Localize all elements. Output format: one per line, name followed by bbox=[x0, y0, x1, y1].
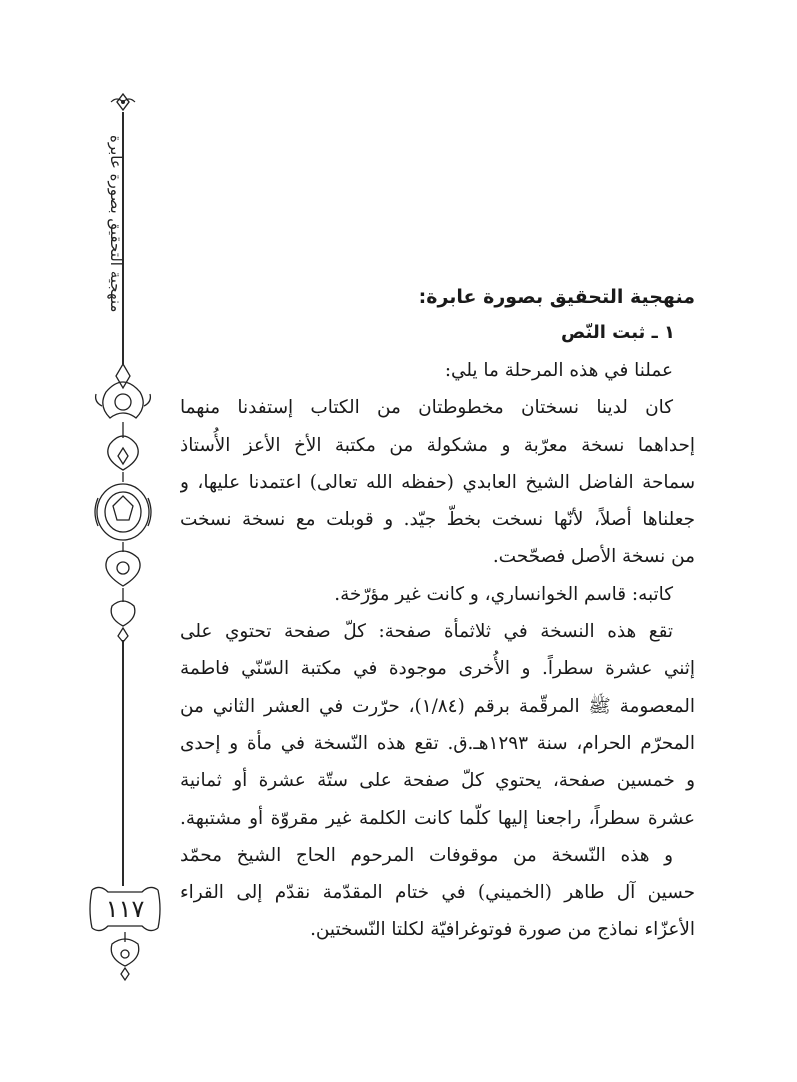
text-line: جعلناها أصلاً، لأنّها نسخت بخطّ جيّد. و قوبلت مع نسخة نسخت bbox=[180, 509, 695, 531]
text-line: المحرّم الحرام، سنة ١٢٩٣هـ.ق. تقع هذه النّسخة في مأة و إحدى bbox=[180, 732, 695, 754]
section-heading: منهجية التحقيق بصورة عابرة: bbox=[418, 286, 695, 308]
text-line: و خمسين صفحة، يحتوي كلّ صفحة على ستّة عشرة أو ثمانية bbox=[180, 770, 695, 792]
text-line: كاتبه: قاسم الخوانساري، و كانت غير مؤرّخة. bbox=[334, 583, 673, 605]
text-line: عشرة سطراً، راجعنا إليها كلّما كانت الكلمة غير مقروّة أو مشتبهة. bbox=[180, 807, 695, 829]
text-body bbox=[180, 280, 695, 949]
arabesque-ornament bbox=[92, 362, 154, 644]
text-line: عملنا في هذه المرحلة ما يلي: bbox=[444, 360, 673, 381]
text-line: حسين آل طاهر (الخميني) في ختام المقدّمة نقدّم إلى القراء bbox=[180, 882, 695, 904]
text-line: و هذه النّسخة من موقوفات المرحوم الحاج الشيخ محمّد bbox=[180, 844, 673, 866]
subsection-heading: ١ ـ ثبت النّص bbox=[561, 322, 675, 343]
running-title: منهجية التحقيق بصورة عابرة bbox=[107, 134, 125, 312]
text-line: كان لدينا نسختان مخطوطتان من الكتاب إستفدنا منهما bbox=[180, 397, 673, 419]
text-line: الأعزّاء نماذج من صورة فوتوغرافيّة لكلتا النّسختين. bbox=[310, 919, 695, 941]
top-finial-ornament bbox=[108, 92, 138, 116]
text-line: إثني عشرة سطراً. و الأُخرى موجودة في مكتبة السّنّي فاطمة bbox=[180, 658, 695, 680]
text-line: إحداهما نسخة معرّبة و مشكولة من مكتبة الأخ الأعز الأُستاذ bbox=[180, 434, 695, 456]
text-line: من نسخة الأصل فصحّحت. bbox=[492, 546, 695, 568]
page-number: ١١٧ bbox=[105, 895, 145, 923]
margin-rule-bottom bbox=[122, 640, 124, 886]
text-line: سماحة الفاضل الشيخ العابدي (حفظه الله تعالى) اعتمدنا عليها، و bbox=[180, 471, 695, 493]
text-line: تقع هذه النسخة في ثلاثمأة صفحة: كلّ صفحة تحتوي على bbox=[180, 621, 673, 643]
text-line: المعصومة ﷺ المرقّمة برقم (١/٨٤)، حرّرت في العشر الثاني من bbox=[180, 695, 695, 717]
